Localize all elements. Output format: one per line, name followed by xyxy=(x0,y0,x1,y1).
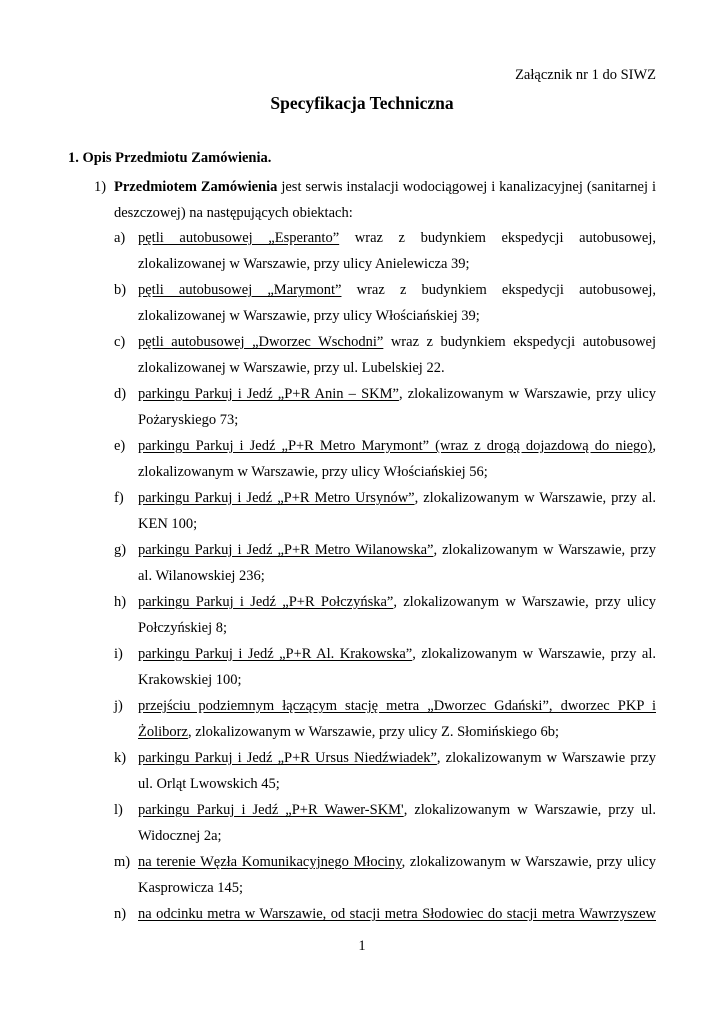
list-item-text xyxy=(138,901,656,927)
paragraph-number: 1) xyxy=(94,179,107,195)
paragraph-bold-term: Przedmiotem Zamówienia xyxy=(114,179,278,195)
list-item-address: wraz z budynkiem ekspedycji autobusowej, zlokalizowanej w Warszawie, przy ulicy Włościańskiej 39; xyxy=(138,282,657,324)
list-item xyxy=(114,381,656,433)
list-item-text xyxy=(138,693,656,745)
list-item xyxy=(114,693,656,745)
list-item-label: m) xyxy=(114,854,131,870)
list-item xyxy=(114,329,656,381)
list-item-label: i) xyxy=(114,646,123,662)
list-item-address: , zlokalizowanym w Warszawie, przy al. Krakowskiej 100; xyxy=(138,646,656,688)
numbered-paragraph xyxy=(94,174,656,226)
list-item-label: a) xyxy=(114,230,126,246)
list-item-address: wraz z budynkiem ekspedycji autobusowej, zlokalizowanej w Warszawie, przy ulicy Anielewicza 39; xyxy=(138,230,657,272)
list-item-location: parkingu Parkuj i Jedź „P+R Al. Krakowska” xyxy=(138,646,413,662)
list-item-location: parkingu Parkuj i Jedź „P+R Metro Marymont” (wraz z drogą dojazdową do niego) xyxy=(138,438,653,454)
list-item-label: l) xyxy=(114,802,123,818)
list-item xyxy=(114,277,656,329)
list-item-text xyxy=(138,329,656,381)
paragraph-text xyxy=(114,174,656,226)
paragraph-body: jest serwis instalacji wodociągowej i kanalizacyjnej (sanitarnej i deszczowej) na następujących obiektach: xyxy=(114,179,656,221)
list-item-text xyxy=(138,641,656,693)
list-item-address: , zlokalizowanym w Warszawie, przy ul. Widocznej 2a; xyxy=(138,802,657,844)
section-heading: 1. Opis Przedmiotu Zamówienia. xyxy=(68,150,272,166)
list-item-location: pętli autobusowej „Esperanto” xyxy=(138,230,340,246)
list-item-address: , zlokalizowanym w Warszawie, przy al. Wilanowskiej 236; xyxy=(138,542,656,584)
list-item-label: c) xyxy=(114,334,126,350)
list-item xyxy=(114,485,656,537)
list-item xyxy=(114,589,656,641)
list-item-address: , zlokalizowanym w Warszawie, przy ulicy Połczyńskiej 8; xyxy=(138,594,656,636)
list-item-label: h) xyxy=(114,594,127,610)
list-item-label: d) xyxy=(114,386,127,402)
list-item-label: b) xyxy=(114,282,127,298)
list-item-location: parkingu Parkuj i Jedź „P+R Anin – SKM” xyxy=(138,386,399,402)
location-list xyxy=(114,225,656,927)
list-item-location: parkingu Parkuj i Jedź „P+R Wawer-SKM' xyxy=(138,802,404,818)
list-item-address: , zlokalizowanym w Warszawie przy ul. Orląt Lwowskich 45; xyxy=(138,750,656,792)
list-item-text xyxy=(138,849,656,901)
list-item-location: parkingu Parkuj i Jedź „P+R Metro Wilanowska” xyxy=(138,542,434,558)
list-item-text xyxy=(138,745,656,797)
list-item-text xyxy=(138,277,656,329)
list-item-label: g) xyxy=(114,542,127,558)
list-item-location: pętli autobusowej „Marymont” xyxy=(138,282,342,298)
list-item-location: na terenie Węzła Komunikacyjnego Młociny xyxy=(138,854,402,870)
list-item-label: k) xyxy=(114,750,127,766)
list-item-address: wraz z budynkiem ekspedycji autobusowej zlokalizowanej w Warszawie, przy ul. Lubelskiej 22. xyxy=(138,334,657,376)
list-item-address: , zlokalizowanym w Warszawie, przy ulicy Włościańskiej 56; xyxy=(138,438,656,480)
list-item-label: e) xyxy=(114,438,126,454)
list-item-address: , zlokalizowanym w Warszawie, przy al. KEN 100; xyxy=(138,490,657,532)
list-item-location: pętli autobusowej „Dworzec Wschodni” xyxy=(138,334,384,350)
page-number: 1 xyxy=(358,938,366,954)
list-item-location: parkingu Parkuj i Jedź „P+R Metro Ursynów” xyxy=(138,490,415,506)
list-item xyxy=(114,537,656,589)
list-item-location: na odcinku metra w Warszawie, od stacji metra Słodowiec do stacji metra Wawrzyszew xyxy=(138,906,656,922)
list-item-text xyxy=(138,225,656,277)
list-item xyxy=(114,225,656,277)
list-item-address: , zlokalizowanym w Warszawie, przy ulicy Kasprowicza 145; xyxy=(138,854,656,896)
list-item-label: f) xyxy=(114,490,124,506)
list-item-text xyxy=(138,381,656,433)
list-item-location: przejściu podziemnym łączącym stację metra „Dworzec Gdański”, dworzec PKP i Żoliborz xyxy=(138,698,656,740)
list-item xyxy=(114,641,656,693)
list-item-location: parkingu Parkuj i Jedź „P+R Ursus Niedźwiadek” xyxy=(138,750,437,766)
list-item-label: j) xyxy=(114,698,123,714)
list-item-location: parkingu Parkuj i Jedź „P+R Połczyńska” xyxy=(138,594,394,610)
list-item-text xyxy=(138,485,656,537)
list-item xyxy=(114,433,656,485)
list-item-address: , zlokalizowanym w Warszawie, przy ulicy Pożaryskiego 73; xyxy=(138,386,656,428)
list-item-address: , zlokalizowanym w Warszawie, przy ulicy Z. Słomińskiego 6b; xyxy=(187,724,559,740)
list-item xyxy=(114,901,656,927)
annex-label: Załącznik nr 1 do SIWZ xyxy=(515,67,656,83)
list-item-label: n) xyxy=(114,906,127,922)
list-item-text xyxy=(138,433,656,485)
list-item-text xyxy=(138,537,656,589)
list-item xyxy=(114,797,656,849)
page-title: Specyfikacja Techniczna xyxy=(270,93,454,113)
list-item xyxy=(114,745,656,797)
list-item-text xyxy=(138,797,656,849)
list-item xyxy=(114,849,656,901)
list-item-text xyxy=(138,589,656,641)
